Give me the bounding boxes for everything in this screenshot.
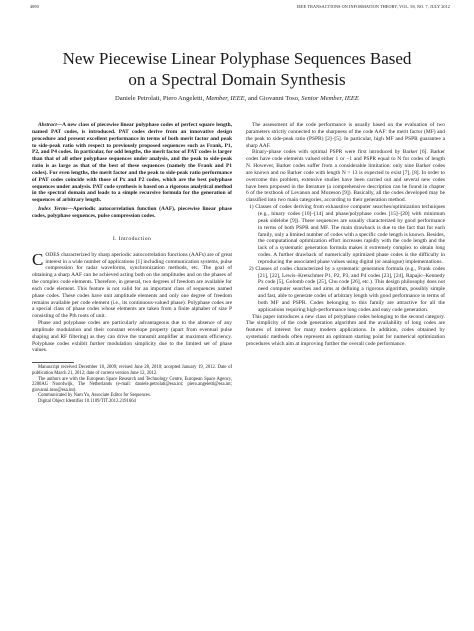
- intro-smallcaps: ODES: [45, 251, 60, 258]
- title-line-2: on a Spectral Domain Synthesis: [128, 70, 346, 89]
- page-number: 4890: [30, 4, 39, 9]
- left-column: [32, 122, 232, 404]
- footnote-divider: [32, 362, 74, 363]
- right-paragraph-1: The assessment of the code performance is usually based on the evaluation of two parameters strictly connected to the sharpness of the code AAF: the merit factor (MF) and the peak to side-peak ratio (PSPR) [2]–[5]. In particular, high MF and PSPR guarantee a sharp AAF.: [246, 122, 445, 149]
- index-terms: [32, 206, 232, 220]
- running-header: [30, 4, 450, 13]
- abstract-text: —A new class of piecewise linear polyphase codes of perfect square length, named PAT codes, is introduced. PAT codes derive from an innovative design procedure and present excellent performance in terms of both merit factor and peak to side-peak ratio with respect to previously proposed sequences such as Frank, P1, P2, and P4 codes. In particular, for odd lengths, the merit factor of PAT codes is larger than that of all other polyphase sequences under analysis, and the peak to side-peak ratio is as large as that of the best of these sequences (namely the Frank and P1 codes). For even lengths, the merit factor and the peak to side-peak ratio performance of PAT codes coincide with those of Px and P2 codes, which are the best polyphase sequences under analysis. PAT code synthesis is based on a rigorous analytical method in the spectral domain and leads to a simple recursive formula for the generation of sequences of arbitrary length.: [32, 122, 232, 204]
- list-item-2: 2) Classes of codes characterized by a systematic generation formula (e.g., Frank codes [21], [22], Lewis–Kretschmer P1, P2, P3, and P4 codes [23], [24], Rapajic–Kennedy Px code [5], Golomb code [25], Chu code [26], etc.). This design philosophy does not need computer searches and aims at defining a rigorous algorithm, possibly simple and fast, able to generate codes of arbitrary length with good performance in terms of both MF and PSPR. Codes belonging to this family are attractive for all the applications requiring high-performance long codes and easy code generation.: [249, 265, 445, 313]
- abstract: [32, 122, 232, 204]
- index-terms-lead: Index Terms: [38, 206, 68, 213]
- title-line-1: New Piecewise Linear Polyphase Sequences Based: [62, 49, 412, 68]
- right-paragraph-3: This paper introduces a new class of polyphase codes belonging to the second category. The simplicity of the code generation algorithm and the availability of long codes are features of interest for many modern applications. In addition, codes obtained by systematic methods often represent an optimum starting point for numerical optimization procedures which aim at improving further the overall code performance.: [246, 313, 445, 347]
- abstract-lead: Abstract: [38, 122, 57, 128]
- intro-text-1: characterized by sharp aperiodic autocorrelation functions (AAFs) are of great interest in a wide number of applications [1] including communication systems, pulse compression for radar waveforms, synchronization methods, etc. The goal of obtaining a sharp AAF can be achieved acting both on the amplitudes and on the phases of the complex code elements. Therefore, in general, two degrees of freedom are available for each code element. This feature is not valid for an important class of sequences named phase codes. These codes have unit amplitude elements and only one degree of freedom remains available per code element (i.e., its continuous-valued phase). Polyphase codes are a special class of phase codes whose elements are taken from a finite alphabet of size P consisting of the Pth roots of unit.: [32, 251, 232, 320]
- intro-paragraph-2: Phase and polyphase codes are particularly advantageous due to the absence of any amplitude modulation and their constant envelope property (apart from eventual pulse shaping and RF filtering) as they can drive the transmit amplifier at maximum efficiency. Polyphase codes exhibit further modulation simplicity due to the limited set of phase values.: [32, 320, 232, 354]
- drop-cap: C: [32, 249, 44, 269]
- right-paragraph-2: Binary-phase codes with optimal PSPR were first introduced by Barker [6]. Barker codes have code elements valued either 1 or −1 and PSPR equal to N for codes of length N. However, Barker codes suffer from a considerable limitation: only nine Barker codes are known and no Barker code with length N > 13 is expected to exist [7], [8]. In order to overcome this problem, extensive studies have been carried out and several new codes have been proposed in the literature (a comprehensive description can be found in chapter 6 of the textbook of Levanon and Mozeson [9]). Basically, all the codes developed may be classified into two main categories, according to their generation method.: [246, 149, 445, 204]
- list-item-1: 1) Classes of codes deriving from exhaustive computer searches/optimization techniques (e.g., binary codes [10]–[14] and phase/polyphase codes [15]–[20] with minimum peak sidelobe [9]). These sequences are usually characterized by good performance in terms of both PSPR and MF. The main drawback is due to the fact that for each family, only a limited number of codes with a specific code length is known. Besides, the computational optimization effort increases rapidly with the code length and the lack of a systematic generation formula makes it extremely complex to obtain long codes. A further drawback of numerically optimized phase codes is the difficulty in reproducing the associated phase values using digital (or analogue) implementations.: [249, 204, 445, 265]
- journal-name: IEEE TRANSACTIONS ON INFORMATION THEORY, VOL. 58, NO. 7, JULY 2012: [296, 4, 450, 9]
- author-line: [0, 95, 474, 102]
- author-role-2: Senior Member, IEEE: [301, 95, 359, 102]
- index-terms-text: —Aperiodic autocorrelation function (AAF), piecewise linear phase codes, polyphase sequences, pulse compression codes.: [32, 206, 233, 219]
- intro-paragraph-1: [32, 249, 232, 320]
- authors-part-1: Daniele Petrolati, Piero Angeletti,: [115, 95, 206, 102]
- footnote-received: Manuscript received December 18, 2009; revised June 28, 2010; accepted January 19, 2012. Date of publication March 21, 2012; date of current version June 12, 2012.: [32, 365, 232, 376]
- paper-title: [0, 48, 474, 90]
- author-role-1: Member, IEEE: [205, 95, 245, 102]
- right-column: [246, 122, 445, 348]
- footnote-communicated: Communicated by Nam Yu, Associate Editor for Sequences.: [38, 393, 151, 399]
- section-heading-introduction: I. Introduction: [112, 235, 152, 242]
- footnote-affiliation: The authors are with the European Space Research and Technology Centre, European Space Agency, 2200AG Noordwijk, The Netherlands (e-mail: daniele.petrolati@esa.int; piero.angeletti@esa.int; giovanni.toso@esa.int).: [32, 376, 232, 393]
- authors-part-2: , and Giovanni Toso,: [244, 95, 302, 102]
- footnote-doi: Digital Object Identifier 10.1109/TIT.2012.2191664: [38, 398, 136, 404]
